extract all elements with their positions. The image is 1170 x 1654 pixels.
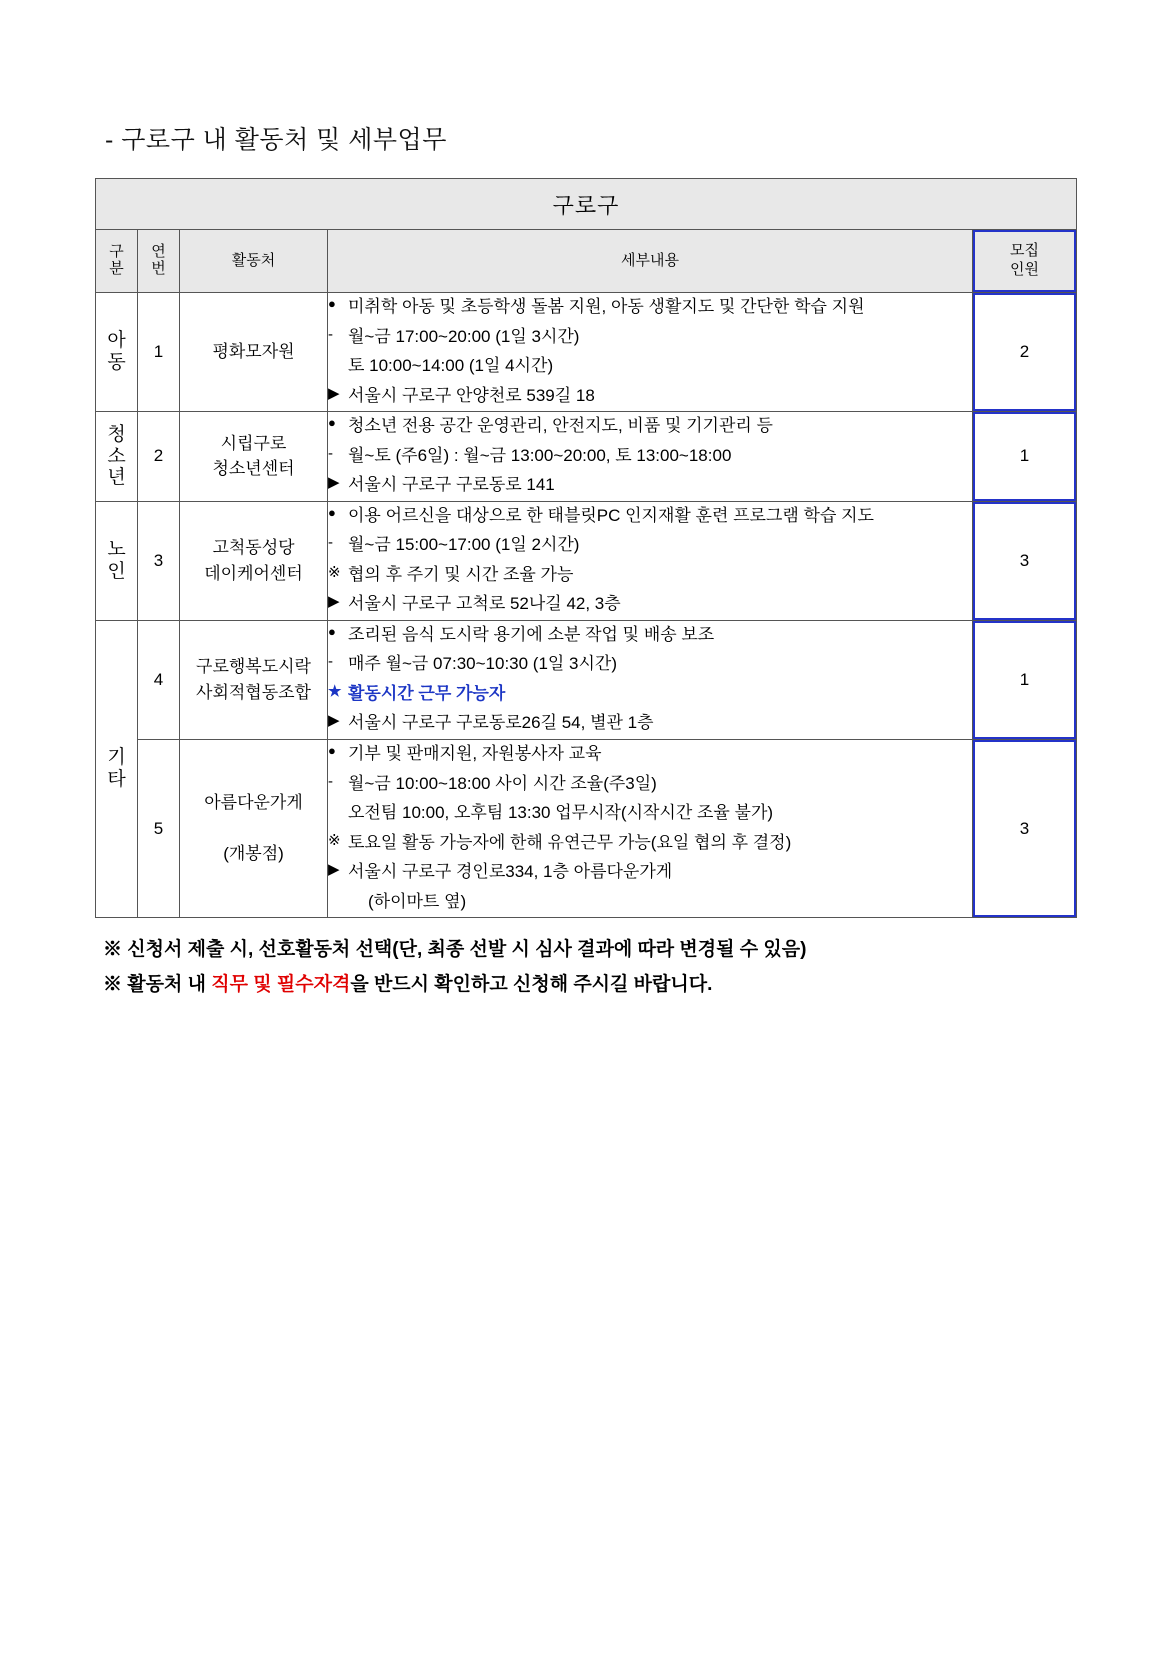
detail-text: 토요일 활동 가능자에 한해 유연근무 가능(요일 협의 후 결정) <box>348 832 792 852</box>
detail-text: 이용 어르신을 대상으로 한 태블릿PC 인지재활 훈련 프로그램 학습 지도 <box>348 505 874 525</box>
dash-icon: - <box>328 534 333 552</box>
row-place: 시립구로 청소년센터 <box>180 412 328 502</box>
detail-text: 월~토 (주6일) : 월~금 13:00~20:00, 토 13:00~18:00 <box>348 445 732 465</box>
detail-text: 서울시 구로구 구로동로26길 54, 별관 1층 <box>348 713 654 733</box>
row-category: 청 소 년 <box>96 412 138 502</box>
triangle-right-icon: ▶ <box>328 474 340 492</box>
detail-text: 서울시 구로구 경인로334, 1층 아름다운가게 <box>348 862 673 882</box>
footnote-2-post: 을 반드시 확인하고 신청해 주시길 바랍니다. <box>350 974 713 996</box>
row-detail <box>328 739 973 917</box>
detail-line <box>328 799 972 827</box>
bullet-icon: ● <box>328 623 336 639</box>
row-no: 5 <box>138 739 180 917</box>
column-header-place: 활동처 <box>180 230 328 293</box>
detail-text: 청소년 전용 공간 운영관리, 안전지도, 비품 및 기기관리 등 <box>348 416 773 436</box>
row-count: 2 <box>972 293 1076 412</box>
row-place: 고척동성당 데이케어센터 <box>180 501 328 620</box>
footnote-1: ※ 신청서 제출 시, 선호활동처 선택(단, 최종 선발 시 심사 결과에 따라 변경될 수 있음) <box>103 939 807 961</box>
footnotes <box>103 932 1075 1002</box>
row-count: 1 <box>972 620 1076 739</box>
page-title: - 구로구 내 활동처 및 세부업무 <box>105 126 447 154</box>
row-no: 3 <box>138 501 180 620</box>
detail-text: 월~금 10:00~18:00 사이 시간 조율(주3일) <box>348 773 657 793</box>
row-place: 평화모자원 <box>180 293 328 412</box>
recruit-head-line1: 모집 <box>1009 242 1039 260</box>
detail-text: (하이마트 옆) <box>368 891 467 911</box>
table-title: 구로구 <box>96 179 1077 230</box>
row-category: 기 타 <box>96 620 138 917</box>
star-icon: ★ <box>328 682 342 700</box>
detail-text: 서울시 구로구 안양천로 539길 18 <box>348 385 595 405</box>
detail-line <box>328 650 972 678</box>
detail-text: 조리된 음식 도시락 용기에 소분 작업 및 배송 보조 <box>348 624 715 644</box>
row-detail <box>328 620 973 739</box>
detail-line <box>328 531 972 559</box>
row-detail <box>328 412 973 502</box>
detail-text: 월~금 15:00~17:00 (1일 2시간) <box>348 535 580 555</box>
table-title-row <box>96 179 1077 230</box>
dash-icon: - <box>328 444 333 462</box>
table-row <box>96 293 1077 412</box>
table-row <box>96 739 1077 917</box>
detail-line <box>328 561 972 589</box>
recruit-head-line2: 인원 <box>1009 261 1039 278</box>
detail-line <box>328 829 972 857</box>
detail-text: 협의 후 주기 및 시간 조율 가능 <box>348 564 574 584</box>
detail-line <box>328 888 972 916</box>
detail-text: 매주 월~금 07:30~10:30 (1일 3시간) <box>348 654 618 674</box>
row-no: 2 <box>138 412 180 502</box>
detail-text: 서울시 구로구 구로동로 141 <box>348 475 555 495</box>
reference-mark-icon: ※ <box>328 563 341 581</box>
detail-line <box>328 442 972 470</box>
detail-line <box>328 709 972 737</box>
detail-line <box>328 858 972 886</box>
triangle-right-icon: ▶ <box>328 712 340 730</box>
detail-text: 활동시간 근무 가능자 <box>348 683 506 703</box>
detail-text: 월~금 17:00~20:00 (1일 3시간) <box>348 326 580 346</box>
row-place: 아름다운가게 (개봉점) <box>180 739 328 917</box>
detail-text: 오전팀 10:00, 오후팀 13:30 업무시작(시작시간 조율 불가) <box>348 803 774 823</box>
detail-line <box>328 352 972 380</box>
row-count: 3 <box>972 739 1076 917</box>
dash-icon: - <box>328 325 333 343</box>
detail-line <box>328 323 972 351</box>
detail-text: 미취학 아동 및 초등학생 돌봄 지원, 아동 생활지도 및 간단한 학습 지원 <box>348 297 865 316</box>
column-header-no: 연 번 <box>138 230 180 293</box>
bullet-icon: ● <box>328 296 336 311</box>
footnote-2-red: 직무 및 필수자격 <box>211 974 351 996</box>
row-detail <box>328 501 973 620</box>
detail-line <box>328 590 972 618</box>
row-place: 구로행복도시락 사회적협동조합 <box>180 620 328 739</box>
reference-mark-icon: ※ <box>328 831 341 849</box>
detail-line <box>328 621 972 649</box>
row-no: 4 <box>138 620 180 739</box>
column-header-recruit <box>972 230 1076 293</box>
triangle-right-icon: ▶ <box>328 593 340 611</box>
table-row <box>96 501 1077 620</box>
table-row <box>96 620 1077 739</box>
detail-text: 토 10:00~14:00 (1일 4시간) <box>348 356 554 376</box>
table-row <box>96 412 1077 502</box>
triangle-right-icon: ▶ <box>328 861 340 879</box>
detail-line <box>328 502 972 530</box>
detail-line <box>328 382 972 410</box>
detail-line <box>328 740 972 768</box>
row-category: 노 인 <box>96 501 138 620</box>
footnote-2-pre: ※ 활동처 내 <box>103 974 212 996</box>
row-category: 아 동 <box>96 293 138 412</box>
triangle-right-icon: ▶ <box>328 384 340 402</box>
dash-icon: - <box>328 653 333 671</box>
bullet-icon: ● <box>328 415 336 431</box>
detail-line <box>328 412 972 440</box>
detail-text: 서울시 구로구 고척로 52나길 42, 3층 <box>348 594 621 614</box>
footnote-2 <box>103 967 1075 1002</box>
detail-line <box>328 293 972 321</box>
bullet-icon: ● <box>328 742 336 758</box>
bullet-icon: ● <box>328 504 336 520</box>
row-count: 1 <box>972 412 1076 502</box>
activity-table <box>95 178 1077 918</box>
dash-icon: - <box>328 772 333 790</box>
detail-text: 기부 및 판매지원, 자원봉사자 교육 <box>348 743 602 763</box>
detail-line <box>328 770 972 798</box>
detail-line <box>328 471 972 499</box>
column-header-detail: 세부내용 <box>328 230 973 293</box>
row-count: 3 <box>972 501 1076 620</box>
detail-line-highlight <box>328 680 972 708</box>
row-no: 1 <box>138 293 180 412</box>
table-header-row <box>96 230 1077 293</box>
column-header-category: 구 분 <box>96 230 138 293</box>
row-detail <box>328 293 973 412</box>
